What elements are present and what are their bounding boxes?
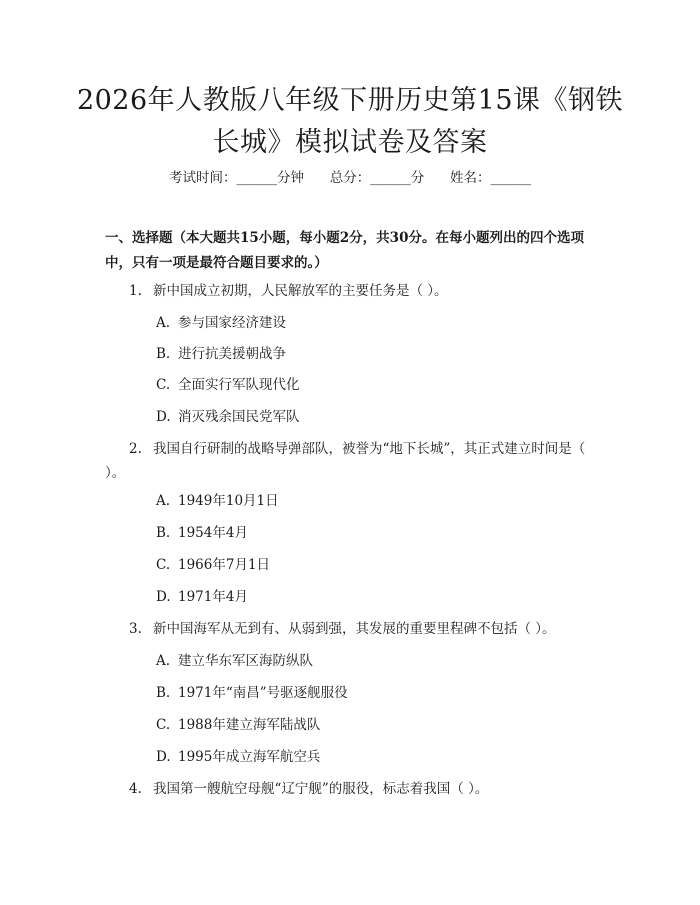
option-1b bbox=[156, 342, 596, 366]
document-title: 2026年人教版八年级下册历史第15课《钢铁长城》模拟试卷及答案 bbox=[76, 85, 624, 158]
option-3c bbox=[156, 713, 596, 737]
option-letter: A. bbox=[156, 493, 171, 509]
option-2d bbox=[156, 585, 596, 609]
question-text: 我国第一艘航空母舰“辽宁舰”的服役，标志着我国（ ）。 bbox=[153, 781, 489, 797]
option-letter: D. bbox=[156, 589, 171, 605]
question-4 bbox=[105, 777, 605, 801]
option-2a bbox=[156, 489, 596, 513]
question-text: 新中国成立初期，人民解放军的主要任务是（ ）。 bbox=[153, 283, 448, 299]
option-text: 1995年成立海军航空兵 bbox=[178, 749, 321, 765]
option-letter: D. bbox=[156, 409, 171, 425]
option-text: 1988年建立海军陆战队 bbox=[178, 717, 321, 733]
option-2c bbox=[156, 553, 596, 577]
option-3d bbox=[156, 745, 596, 769]
option-text: 全面实行军队现代化 bbox=[178, 377, 300, 393]
option-2b bbox=[156, 521, 596, 545]
option-letter: A. bbox=[156, 653, 171, 669]
option-letter: C. bbox=[156, 717, 171, 733]
option-letter: C. bbox=[156, 377, 171, 393]
question-1 bbox=[105, 279, 605, 303]
option-text: 1971年4月 bbox=[178, 589, 248, 605]
option-letter: B. bbox=[156, 685, 171, 701]
option-1c bbox=[156, 373, 596, 397]
option-text: 1971年“南昌”号驱逐舰服役 bbox=[178, 685, 348, 701]
exam-info-line: 考试时间：______分钟 总分：______分 姓名：______ bbox=[169, 170, 531, 186]
option-text: 参与国家经济建设 bbox=[178, 315, 286, 331]
option-text: 1954年4月 bbox=[178, 525, 248, 541]
question-3 bbox=[105, 617, 605, 641]
option-1a bbox=[156, 311, 596, 335]
option-letter: C. bbox=[156, 557, 171, 573]
option-letter: B. bbox=[156, 346, 171, 362]
option-text: 建立华东军区海防纵队 bbox=[178, 653, 313, 669]
question-text: 我国自行研制的战略导弹部队，被誉为“地下长城”，其正式建立时间是（ ）。 bbox=[105, 441, 586, 481]
option-3b bbox=[156, 681, 596, 705]
question-number: 1. bbox=[129, 283, 142, 299]
option-letter: A. bbox=[156, 315, 171, 331]
question-number: 2. bbox=[129, 441, 142, 457]
question-number: 4. bbox=[129, 781, 142, 797]
question-number: 3. bbox=[129, 621, 142, 637]
option-text: 1966年7月1日 bbox=[178, 557, 271, 573]
option-letter: B. bbox=[156, 525, 171, 541]
option-1d bbox=[156, 405, 596, 429]
question-text: 新中国海军从无到有、从弱到强，其发展的重要里程碑不包括（ ）。 bbox=[153, 621, 556, 637]
option-3a bbox=[156, 649, 596, 673]
option-text: 1949年10月1日 bbox=[178, 493, 279, 509]
section-heading: 一、选择题（本大题共15小题，每小题2分，共30分。在每小题列出的四个选项中，只有一项是最符合题目要求的。） bbox=[105, 230, 584, 271]
option-letter: D. bbox=[156, 749, 171, 765]
option-text: 消灭残余国民党军队 bbox=[178, 409, 300, 425]
option-text: 进行抗美援朝战争 bbox=[178, 346, 286, 362]
question-2 bbox=[105, 437, 605, 485]
